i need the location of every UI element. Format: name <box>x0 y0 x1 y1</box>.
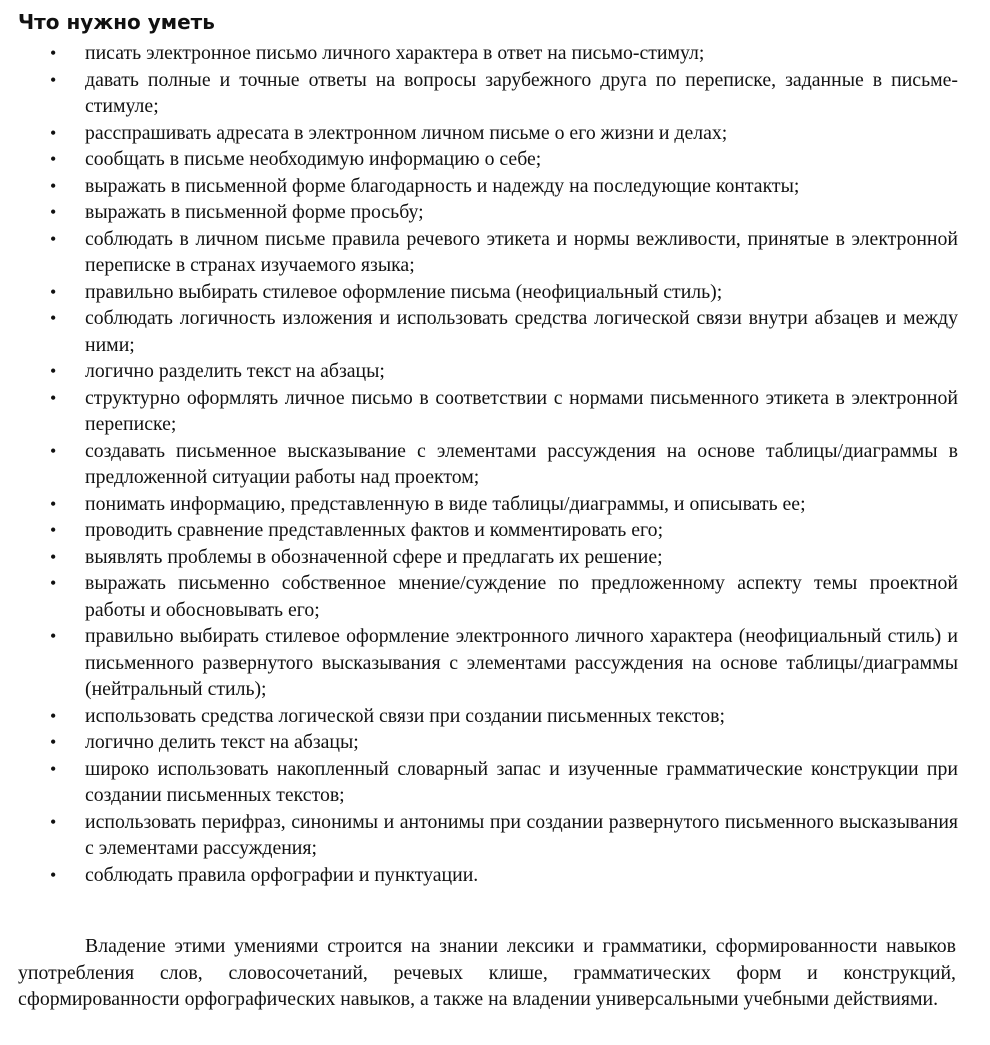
list-item <box>0 385 990 438</box>
list-item <box>0 438 990 491</box>
bullet-icon: • <box>50 43 57 63</box>
list-item <box>0 226 990 279</box>
list-item-text: правильно выбирать стилевое оформление электронного личного характера (неофициальный стиль) и письменного развернутого высказывания с элементами рассуждения на основе таблицы/диаграммы (нейтральный стиль); <box>85 625 958 700</box>
list-item-text: структурно оформлять личное письмо в соответствии с нормами письменного этикета в электронной переписке; <box>85 386 958 435</box>
bullet-icon: • <box>50 546 57 567</box>
list-item-text: использовать перифраз, синонимы и антонимы при создании развернутого письменного высказывания с элементами рассуждения; <box>85 810 958 859</box>
list-item-text: соблюдать в личном письме правила речевого этикета и нормы вежливости, принятые в электронной переписке в странах изучаемого языка; <box>85 227 958 276</box>
list-item <box>0 173 990 200</box>
list-item <box>0 67 990 120</box>
list-item <box>0 862 990 889</box>
bullet-icon: • <box>50 228 57 249</box>
list-item <box>0 305 990 358</box>
bullet-icon: • <box>50 705 57 726</box>
list-item <box>0 544 990 571</box>
list-item-text: выражать письменно собственное мнение/суждение по предложенному аспекту темы проектной работы и обосновывать его; <box>85 572 958 621</box>
list-item-text: создавать письменное высказывание с элементами рассуждения на основе таблицы/диаграммы в предложенной ситуации работы над проектом; <box>85 439 958 488</box>
bullet-icon: • <box>50 573 57 593</box>
list-item-text: широко использовать накопленный словарный запас и изученные грамматические конструкции при создании письменных текстов; <box>85 757 958 806</box>
list-item-text: проводить сравнение представленных фактов и комментировать его; <box>85 519 664 541</box>
list-item <box>0 756 990 809</box>
list-item-text: логично разделить текст на абзацы; <box>85 360 385 382</box>
list-item <box>0 279 990 306</box>
bullet-icon: • <box>50 202 57 222</box>
bullet-icon: • <box>50 387 57 408</box>
bullet-icon: • <box>50 811 57 832</box>
list-item-text: понимать информацию, представленную в виде таблицы/диаграммы, и описывать ее; <box>85 492 806 515</box>
list-item-text: правильно выбирать стилевое оформление письма (неофициальный стиль); <box>85 280 723 303</box>
bullet-icon: • <box>50 758 57 779</box>
bullet-icon: • <box>50 493 57 514</box>
list-item <box>0 570 990 623</box>
bullet-icon: • <box>50 361 57 381</box>
list-item-text: соблюдать логичность изложения и использовать средства логической связи внутри абзацев и между ними; <box>85 307 958 356</box>
list-item <box>0 491 990 518</box>
list-item <box>0 146 990 173</box>
bullet-icon: • <box>50 864 57 885</box>
list-item <box>0 703 990 730</box>
list-item <box>0 40 990 67</box>
bullet-icon: • <box>50 175 57 196</box>
list-item <box>0 809 990 862</box>
list-item <box>0 199 990 226</box>
bullet-icon: • <box>50 520 57 540</box>
list-item-text: выявлять проблемы в обозначенной сфере и предлагать их решение; <box>85 545 663 568</box>
bullet-icon: • <box>50 440 57 461</box>
list-item <box>0 517 990 544</box>
list-item-text: соблюдать правила орфографии и пунктуации. <box>85 863 479 886</box>
list-item-text: расспрашивать адресата в электронном личном письме о его жизни и делах; <box>85 121 728 144</box>
list-item <box>0 623 990 703</box>
list-item-text: логично делить текст на абзацы; <box>85 731 359 753</box>
list-item <box>0 358 990 385</box>
section-heading: Что нужно уметь <box>18 10 215 34</box>
list-item-text: использовать средства логической связи при создании письменных текстов; <box>85 704 725 727</box>
bullet-icon: • <box>50 281 57 302</box>
bullet-icon: • <box>50 149 57 169</box>
list-item <box>0 729 990 756</box>
bullet-icon: • <box>50 122 57 143</box>
list-item-text: выражать в письменной форме благодарность и надежду на последующие контакты; <box>85 174 800 197</box>
skills-list <box>0 40 990 888</box>
bullet-icon: • <box>50 626 57 646</box>
list-item-text: сообщать в письме необходимую информацию о себе; <box>85 148 542 170</box>
list-item-text: давать полные и точные ответы на вопросы зарубежного друга по переписке, заданные в письме-стимуле; <box>85 68 958 117</box>
list-item-text: писать электронное письмо личного характера в ответ на письмо-стимул; <box>85 42 705 64</box>
bullet-icon: • <box>50 732 57 752</box>
bullet-icon: • <box>50 308 57 328</box>
list-item <box>0 120 990 147</box>
closing-paragraph: Владение этими умениями строится на знании лексики и грамматики, сформированности навыков употребления слов, словосочетаний, речевых клише, грамматических форм и конструкций, сформированности орфографических навыков, а также на владении универсальными учебными действиями. <box>18 935 956 1010</box>
bullet-icon: • <box>50 69 57 90</box>
list-item-text: выражать в письменной форме просьбу; <box>85 201 424 223</box>
